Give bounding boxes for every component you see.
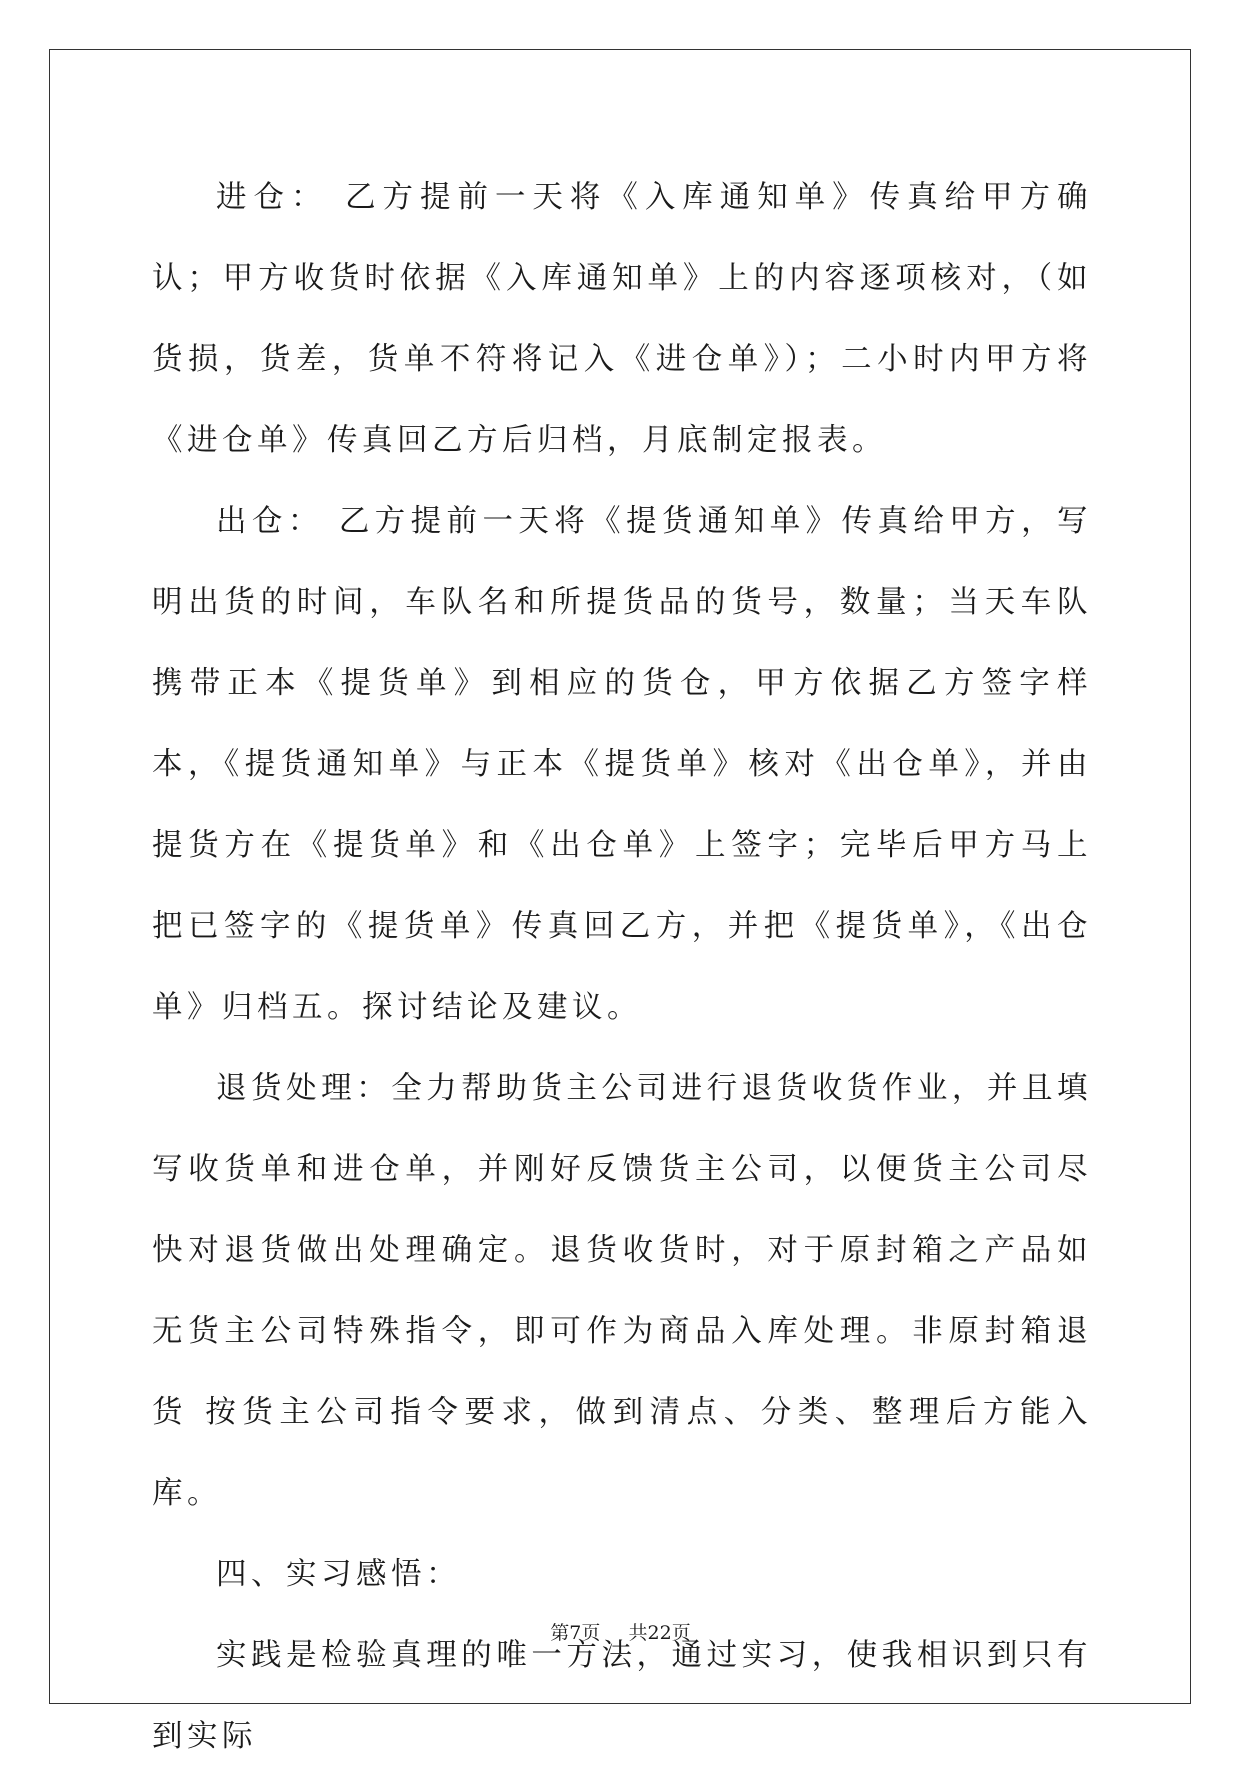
paragraph-outbound: 出仓： 乙方提前一天将《提货通知单》传真给甲方，写明出货的时间，车队名和所提货品的货号，数量；当天车队携带正本《提货单》到相应的货仓，甲方依据乙方签字样本，《提货通知单》与正本《提货单》核对《出仓单》，并由提货方在《提货单》和《出仓单》上签字；完毕后甲方马上把已签字的《提货单》传真回乙方，并把《提货单》，《出仓单》归档五。探讨结论及建议。: [152, 504, 1092, 1025]
paragraph-inbound: 进仓： 乙方提前一天将《入库通知单》传真给甲方确认；甲方收货时依据《入库通知单》上的内容逐项核对，（如货损，货差，货单不符将记入《进仓单》）；二小时内甲方将《进仓单》传真回乙方后归档，月底制定报表。: [152, 180, 1092, 458]
page-total: 共22页: [628, 1622, 691, 1644]
page-number: 第7页: [550, 1622, 601, 1644]
paragraph-returns: 退货处理：全力帮助货主公司进行退货收货作业，并且填写收货单和进仓单，并刚好反馈货主公司，以便货主公司尽快对退货做出处理确定。退货收货时，对于原封箱之产品如无货主公司特殊指令，即可作为商品入库处理。非原封箱退货 按货主公司指令要求，做到清点、分类、整理后方能入库。: [152, 1071, 1092, 1511]
document-body: [152, 157, 1092, 1777]
section-heading-internship-reflection: 四、实习感悟：: [216, 1557, 461, 1592]
paragraph-reflection: 实践是检验真理的唯一方法，通过实习，使我相识到只有到实际: [152, 1638, 1092, 1754]
page-footer: [0, 1618, 1241, 1645]
